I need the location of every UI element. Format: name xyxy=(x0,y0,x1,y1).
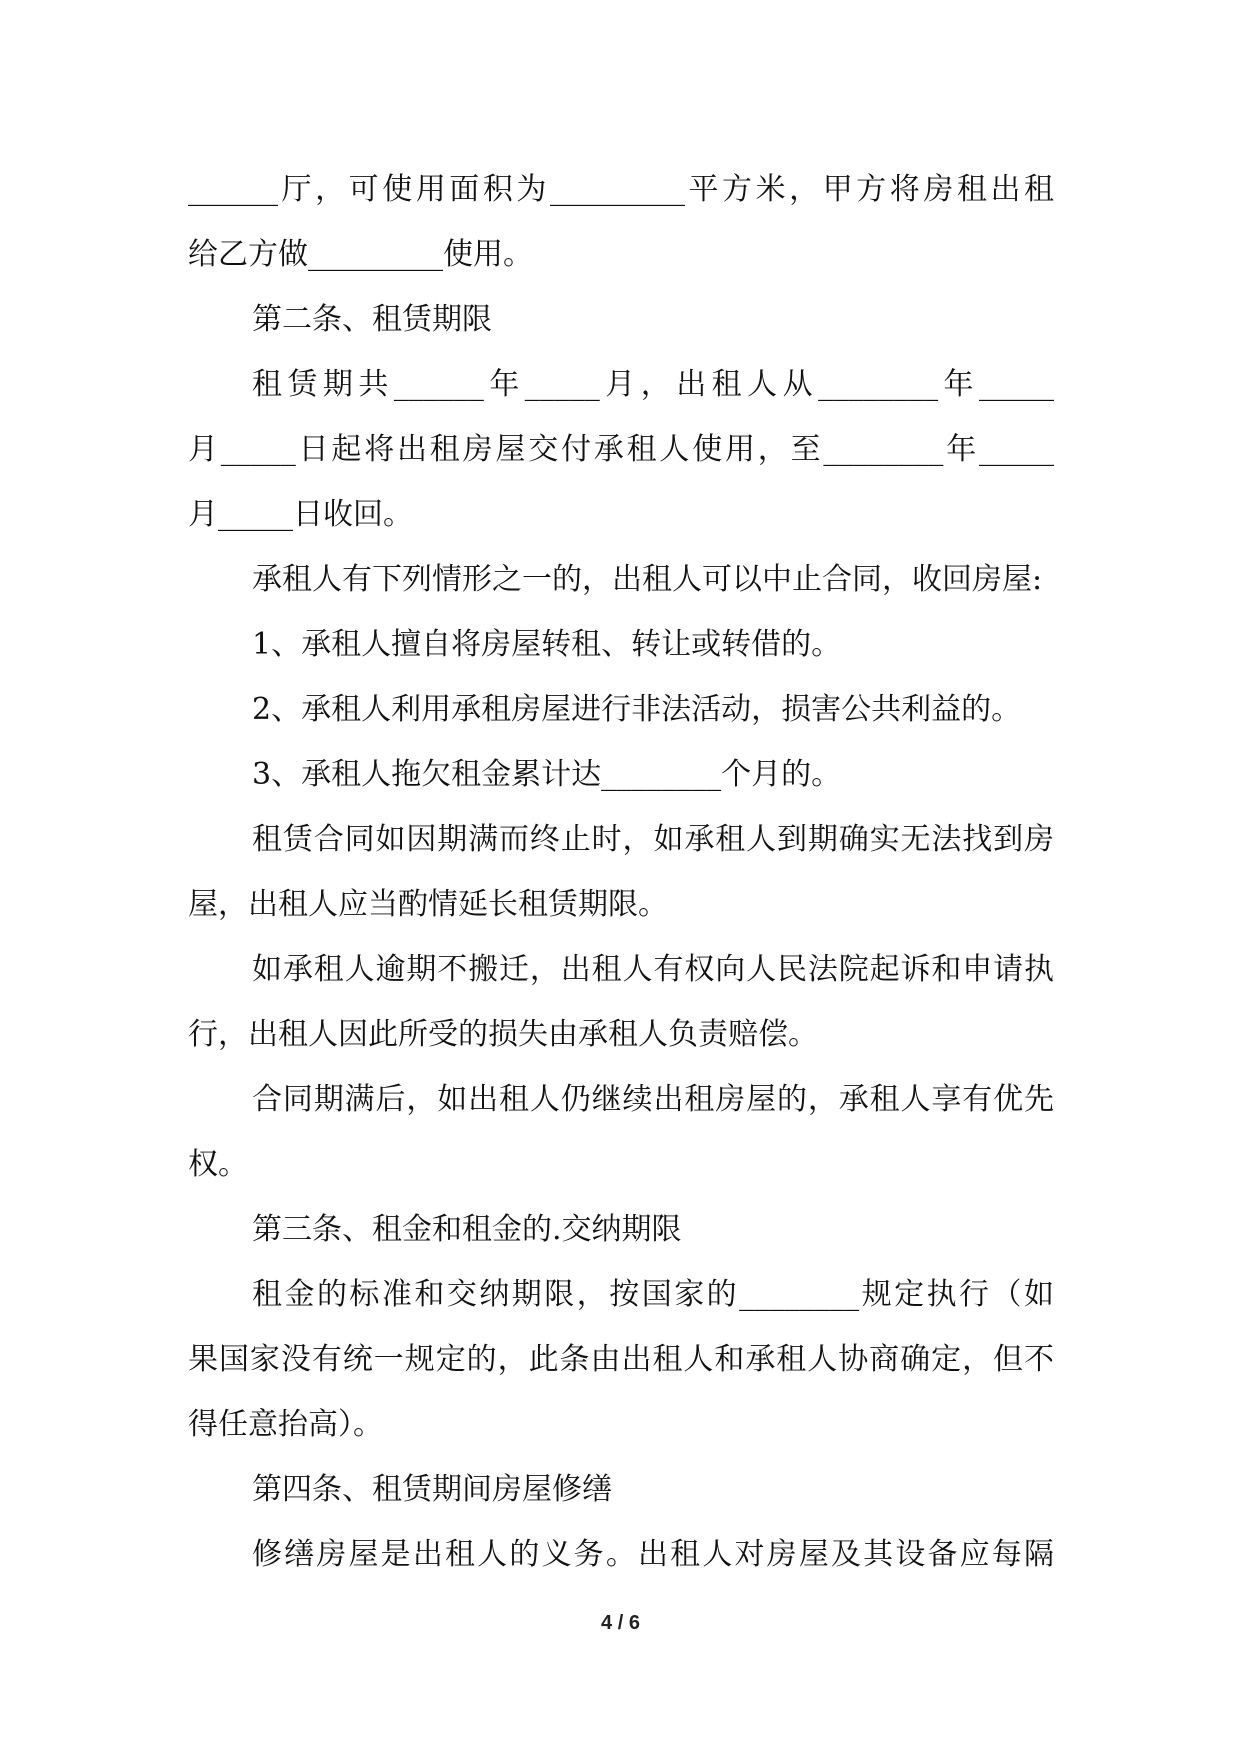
paragraph-line: 果国家没有统一规定的，此条由出租人和承租人协商确定，但不 xyxy=(188,1342,1054,1377)
list-item: 1、承租人擅自将房屋转租、转让或转借的。 xyxy=(252,627,842,662)
paragraph-line: 行，出租人因此所受的损失由承租人负责赔偿。 xyxy=(188,1017,818,1052)
paragraph-line: 承租人有下列情形之一的，出租人可以中止合同，收回房屋: xyxy=(252,562,1043,597)
section-heading: 第二条、租赁期限 xyxy=(252,302,492,337)
paragraph-line: 月_____日起将出租房屋交付承租人使用，至________年_____ xyxy=(188,432,1054,467)
paragraph-line: 修缮房屋是出租人的义务。出租人对房屋及其设备应每隔 xyxy=(252,1537,1054,1572)
paragraph-line: 租赁合同如因期满而终止时，如承租人到期确实无法找到房 xyxy=(252,822,1054,857)
paragraph-line: 租金的标准和交纳期限，按国家的________规定执行（如 xyxy=(252,1277,1054,1312)
document-body xyxy=(188,157,1054,1587)
paragraph-line: 如承租人逾期不搬迁，出租人有权向人民法院起诉和申请执 xyxy=(252,952,1054,987)
paragraph-line: 屋，出租人应当酌情延长租赁期限。 xyxy=(188,887,668,922)
section-heading: 第四条、租赁期间房屋修缮 xyxy=(252,1472,612,1507)
paragraph-line: 权。 xyxy=(188,1147,248,1182)
list-item: 2、承租人利用承租房屋进行非法活动，损害公共利益的。 xyxy=(252,692,1022,727)
paragraph-line: 得任意抬高）。 xyxy=(188,1407,383,1442)
paragraph-line: 给乙方做_________使用。 xyxy=(188,237,533,272)
page-number: 4 / 6 xyxy=(601,1612,640,1634)
list-item: 3、承租人拖欠租金累计达________个月的。 xyxy=(252,757,842,792)
paragraph-line: 租赁期共______年_____月，出租人从________年_____ xyxy=(252,367,1054,402)
paragraph-line: 合同期满后，如出租人仍继续出租房屋的，承租人享有优先 xyxy=(252,1082,1054,1117)
paragraph-line: 月_____日收回。 xyxy=(188,497,413,532)
section-heading: 第三条、租金和租金的.交纳期限 xyxy=(252,1212,682,1247)
paragraph-line: ______厅，可使用面积为_________平方米，甲方将房租出租 xyxy=(188,172,1054,207)
